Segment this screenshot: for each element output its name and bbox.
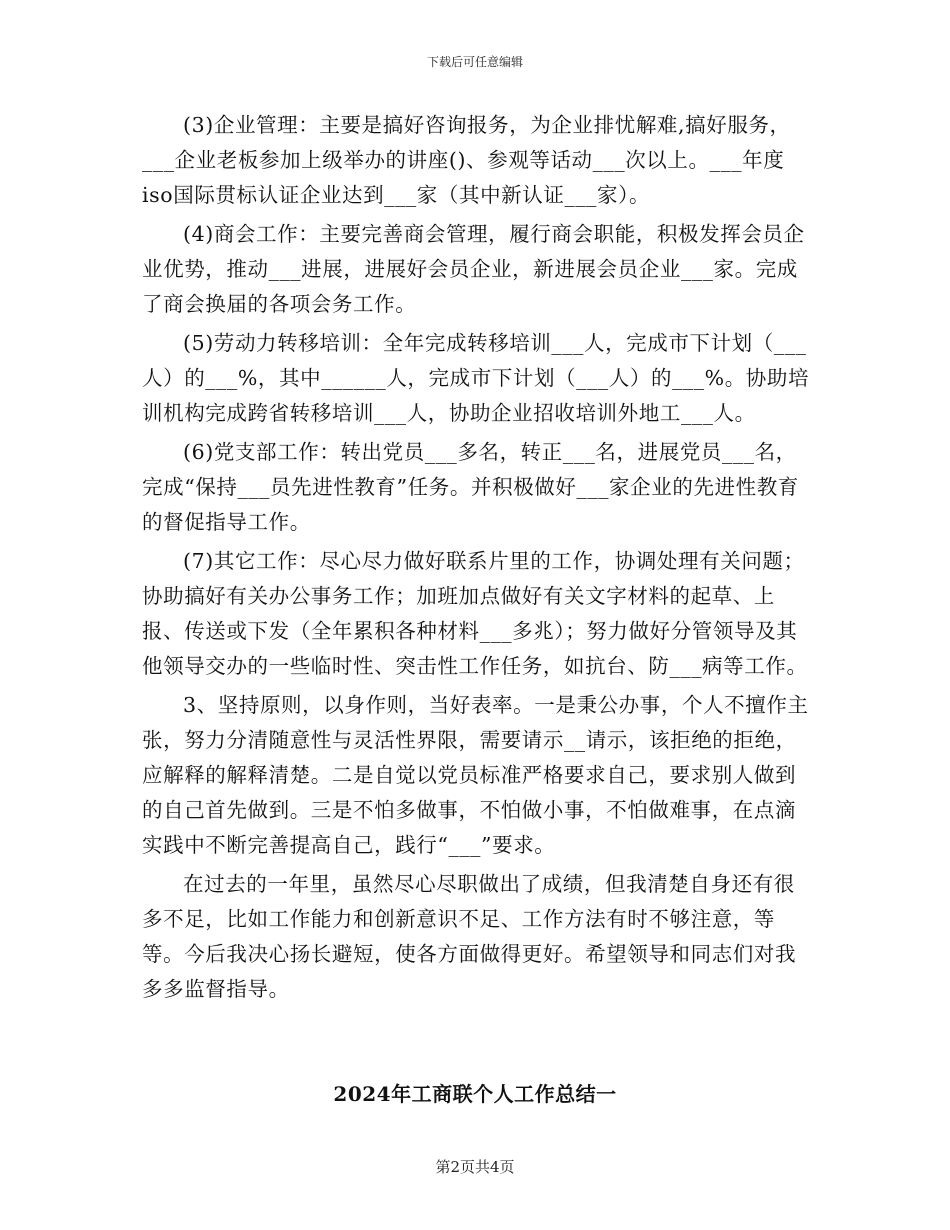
document-heading: 2024年工商联个人工作总结一	[333, 1082, 617, 1106]
paragraph-conclusion: 在过去的一年里，虽然尽心尽职做出了成绩，但我清楚自身还有很多不足，比如工作能力和创新意识不足、工作方法有时不够注意，等等。今后我决心扬长避短，使各方面做得更好。希望领导和同志们对我多多监督指导。	[142, 872, 797, 1001]
document-body	[142, 108, 810, 1011]
paragraph-chamber-work: (4)商会工作：主要完善商会管理，履行商会职能，积极发挥会员企业优势，推动___进展，进展好会员企业，新进展会员企业___家。完成了商会换届的各项会务工作。	[142, 222, 805, 316]
paragraph-principles: 3、坚持原则，以身作则，当好表率。一是秉公办事，个人不擅作主张，努力分清随意性与灵活性界限，需要请示__请示，该拒绝的拒绝，应解释的解释清楚。二是自觉以党员标准严格要求自己，要求别人做到的自己首先做到。三是不怕多做事，不怕做小事，不怕做难事，在点滴实践中不断完善提高自己，践行“___”要求。	[142, 693, 809, 857]
paragraph-enterprise-management: (3)企业管理：主要是搞好咨询报务，为企业排忧解难,搞好服务，___企业老板参加上级举办的讲座()、参观等话动___次以上。___年度iso国际贯标认证企业达到___家（其中新认证___家）。	[142, 113, 791, 207]
page-footer: 第2页共4页	[435, 1158, 515, 1176]
page-header: 下载后可任意编辑	[426, 55, 523, 69]
paragraph-labor-transfer-training: (5)劳动力转移培训：全年完成转移培训___人，完成市下计划（___人）的___%，其中______人，完成市下计划（___人）的___%。协助培训机构完成跨省转移培训___人，协助企业招收培训外地工___人。	[142, 331, 810, 425]
paragraph-party-branch-work: (6)党支部工作：转出党员___多名，转正___名，进展党员___名，完成“保持___员先进性教育”任务。并积极做好___家企业的先进性教育的督促指导工作。	[142, 440, 799, 534]
paragraph-other-work: (7)其它工作：尽心尽力做好联系片里的工作，协调处理有关问题；协助搞好有关办公事务工作；加班加点做好有关文字材料的起草、上报、传送或下发（全年累积各种材料___多兆）；努力做好分管领导及其他领导交办的一些临时性、突击性工作任务，如抗台、防___病等工作。	[142, 549, 808, 678]
